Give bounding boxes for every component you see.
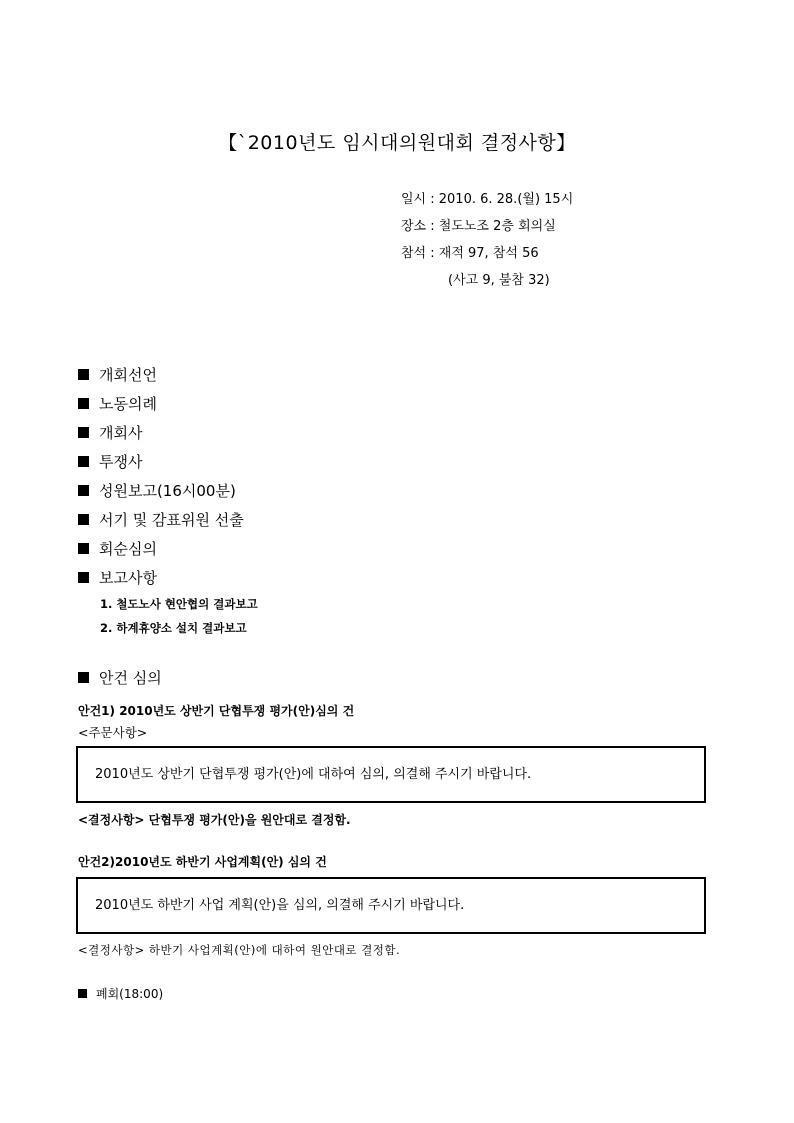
item2-decision: <결정사항> 하반기 사업계획(안)에 대하여 원안대로 결정함. (78, 943, 401, 957)
agenda-item-label: 성원보고(16시00분) (99, 482, 236, 500)
square-bullet-icon (78, 989, 87, 998)
agenda-item-label: 노동의례 (99, 395, 157, 413)
square-bullet-icon (78, 369, 89, 380)
agenda-item-label: 투쟁사 (99, 453, 143, 471)
agenda-item-label: 보고사항 (99, 569, 157, 587)
square-bullet-icon (78, 572, 89, 583)
item1-main-label: <주문사항> (78, 725, 148, 740)
square-bullet-icon (78, 456, 89, 467)
square-bullet-icon (78, 398, 89, 409)
square-bullet-icon (78, 485, 89, 496)
item1-main-box (76, 746, 706, 803)
meeting-attendance-detail: (사고 9, 불참 32) (448, 273, 550, 288)
agenda-item (78, 538, 244, 567)
agenda-item (78, 451, 244, 480)
meeting-date: 일시 : 2010. 6. 28.(월) 15시 (401, 192, 574, 207)
item2-main-box (76, 877, 706, 934)
agenda-item (78, 393, 244, 422)
agenda-item (78, 509, 244, 538)
item1-title: 안건1) 2010년도 상반기 단협투쟁 평가(안)심의 건 (78, 704, 355, 718)
agenda-item-label: 개회사 (99, 424, 143, 442)
meeting-place: 장소 : 철도노조 2층 회의실 (401, 219, 556, 234)
agenda-item (78, 364, 244, 393)
item2-title: 안건2)2010년도 하반기 사업계획(안) 심의 건 (78, 855, 327, 869)
square-bullet-icon (78, 672, 89, 683)
meeting-attendance: 참석 : 재적 97, 참석 56 (401, 246, 539, 261)
section-heading (78, 667, 162, 688)
meeting-info (401, 190, 573, 298)
square-bullet-icon (78, 514, 89, 525)
agenda-item (78, 567, 244, 596)
closing (78, 985, 163, 1002)
agenda-item (78, 480, 244, 509)
section-heading-label: 안건 심의 (99, 669, 162, 687)
agenda-item-label: 개회선언 (99, 366, 157, 384)
item1-main-text: 2010년도 상반기 단협투쟁 평가(안)에 대하여 심의, 의결해 주시기 바랍니다. (95, 767, 532, 782)
agenda-item-label: 서기 및 감표위원 선출 (99, 511, 244, 529)
square-bullet-icon (78, 427, 89, 438)
agenda-item (78, 422, 244, 451)
agenda-item-label: 회순심의 (99, 540, 157, 558)
closing-label: 폐회(18:00) (96, 987, 164, 1001)
report-item: 2. 하계휴양소 설치 결과보고 (100, 621, 247, 635)
agenda-list (78, 364, 244, 596)
item1-decision: <결정사항> 단협투쟁 평가(안)을 원안대로 결정함. (78, 813, 351, 827)
square-bullet-icon (78, 543, 89, 554)
document-title: 【`2010년도 임시대의원대회 결정사항】 (218, 132, 576, 154)
item2-main-text: 2010년도 하반기 사업 계획(안)을 심의, 의결해 주시기 바랍니다. (95, 898, 465, 913)
report-item: 1. 철도노사 현안협의 결과보고 (100, 597, 258, 611)
